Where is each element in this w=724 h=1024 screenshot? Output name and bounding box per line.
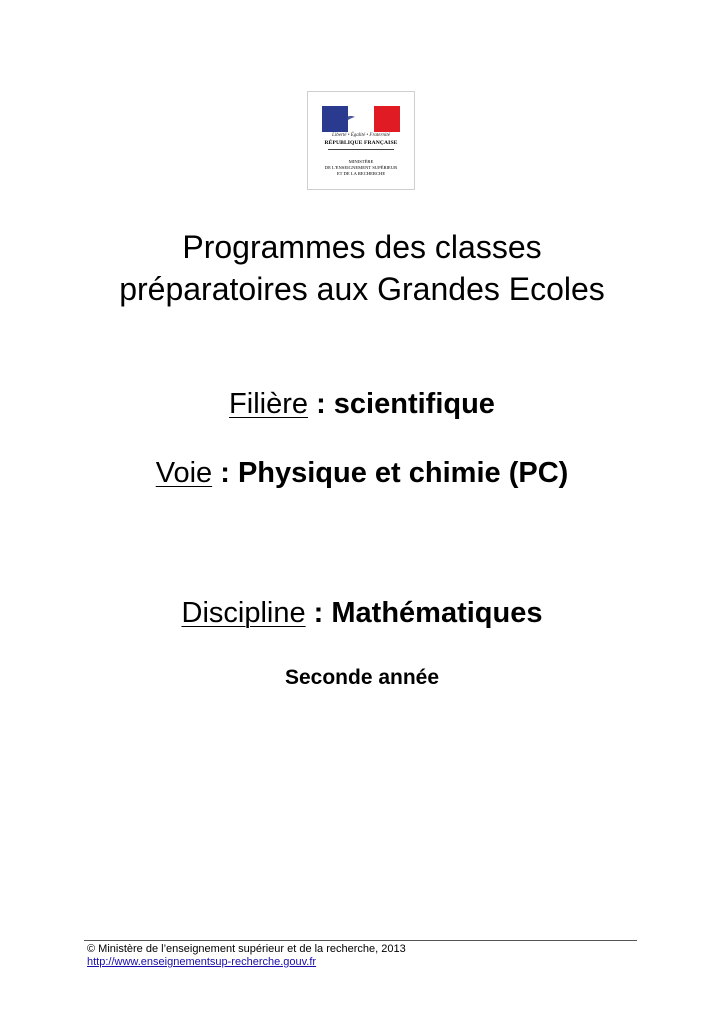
footer-copyright: © Ministère de l’enseignement supérieur et de la recherche, 2013	[87, 943, 406, 955]
discipline-value: Mathématiques	[331, 597, 543, 629]
voie-value: Physique et chimie (PC)	[237, 457, 569, 489]
ministry-name	[310, 159, 412, 178]
title-line-1: Programmes des classes	[182, 229, 542, 265]
school-year: Seconde année	[284, 666, 440, 689]
ministry-line: DE L'ENSEIGNEMENT SUPÉRIEUR	[324, 165, 398, 171]
voie-label: Voie	[155, 457, 213, 489]
logo-divider	[328, 149, 394, 150]
filiere-separator: :	[308, 388, 334, 420]
ministry-logo	[307, 91, 415, 190]
voie-separator: :	[212, 457, 238, 489]
voie-line	[0, 456, 724, 490]
ministry-line: ET DE LA RECHERCHE	[336, 171, 386, 177]
republic-motto: Liberté • Égalité • Fraternité	[332, 133, 390, 138]
footer-divider	[84, 940, 637, 941]
page-title	[0, 226, 724, 310]
discipline-label: Discipline	[181, 597, 306, 629]
filiere-label: Filière	[229, 388, 309, 420]
footer-website-link[interactable]: http://www.enseignementsup-recherche.gouv.fr	[87, 956, 317, 968]
filiere-value: scientifique	[333, 388, 495, 420]
filiere-line	[0, 387, 724, 421]
ministry-line: MINISTÈRE	[348, 159, 374, 164]
discipline-line	[0, 596, 724, 630]
marianne-flag-icon	[322, 106, 400, 132]
discipline-separator: :	[305, 597, 332, 629]
title-line-2: préparatoires aux Grandes Ecoles	[119, 271, 605, 307]
republic-name: RÉPUBLIQUE FRANÇAISE	[324, 140, 398, 146]
